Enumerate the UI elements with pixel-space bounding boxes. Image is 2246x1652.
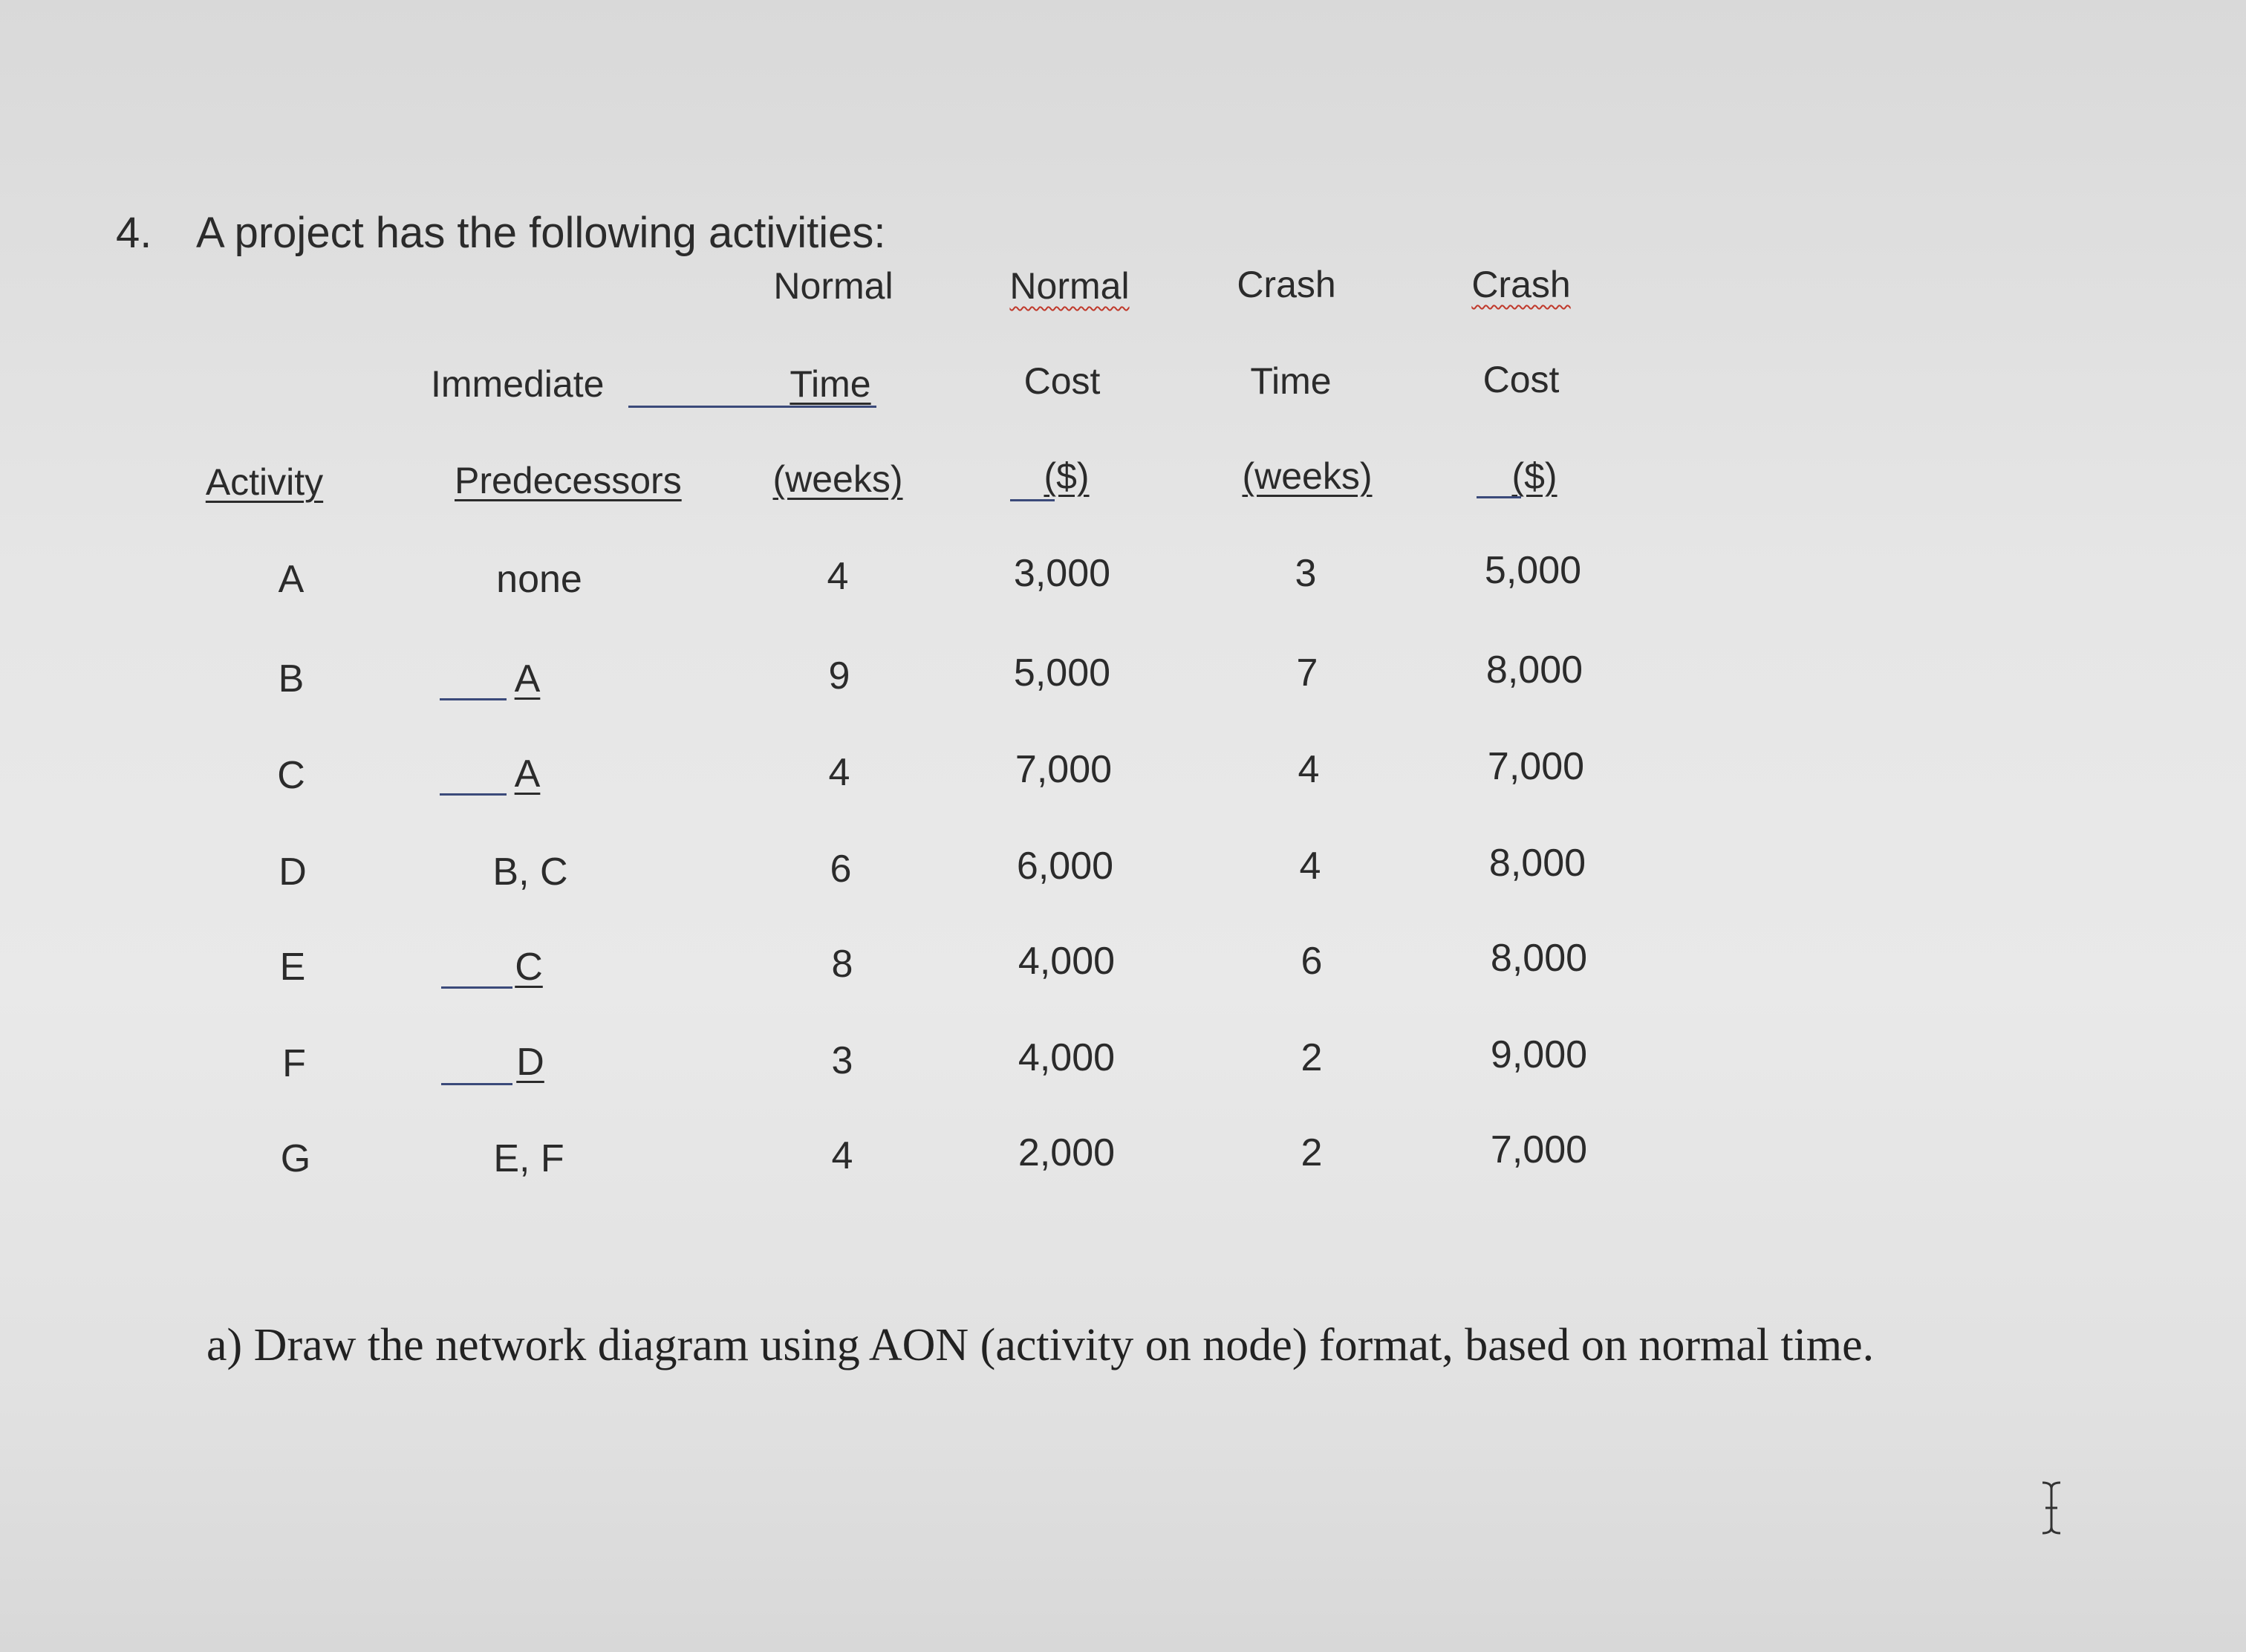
predecessors-cell: E, F [493, 1137, 564, 1180]
question-number: 4. [116, 209, 152, 257]
header-crash-time-2: Time [1250, 360, 1332, 402]
crash-time-cell: 2 [1301, 1131, 1323, 1174]
normal-cost-cell: 2,000 [1018, 1131, 1116, 1174]
normal-time-cell: 4 [828, 751, 850, 794]
activity-cell: D [279, 851, 307, 894]
header-immediate: Immediate [431, 363, 605, 405]
header-underline [628, 406, 876, 408]
header-normal-cost-3-text: ($) [1044, 455, 1090, 497]
crash-time-cell: 4 [1298, 748, 1320, 791]
normal-time-cell: 8 [831, 943, 853, 986]
activity-cell: E [279, 946, 306, 989]
question-intro: A project has the following activities: [196, 209, 886, 257]
header-normal-time-1: Normal [773, 265, 893, 307]
normal-cost-cell: 3,000 [1013, 552, 1111, 595]
header-normal-time-3-text: (weeks) [772, 458, 903, 500]
crash-cost-cell: 8,000 [1488, 842, 1586, 885]
predecessors-cell: none [496, 558, 582, 601]
crash-time-cell: 2 [1301, 1036, 1323, 1079]
header-crash-cost-2: Cost [1482, 359, 1560, 400]
predecessors-cell [434, 1040, 627, 1084]
predecessors-cell-text: A [514, 657, 541, 700]
predecessors-cell: B, C [492, 851, 568, 894]
crash-time-cell: 7 [1296, 651, 1318, 695]
crash-cost-cell: 7,000 [1487, 745, 1585, 788]
header-cost-underline-lead [1010, 499, 1055, 501]
activity-cell: F [282, 1042, 306, 1085]
header-activity [168, 461, 361, 504]
header-crash-time-3 [1211, 455, 1404, 498]
normal-cost-cell: 4,000 [1018, 940, 1116, 983]
header-normal-cost-3 [970, 455, 1163, 498]
predecessors-cell [431, 752, 624, 796]
normal-cost-cell: 5,000 [1013, 651, 1111, 695]
predecessors-cell [432, 945, 625, 989]
header-activity-text: Activity [205, 461, 324, 503]
crash-time-cell: 4 [1299, 845, 1321, 888]
header-crash-cost-3-text: ($) [1511, 455, 1557, 497]
crash-time-cell: 6 [1301, 940, 1323, 983]
predecessors-cell-text: D [516, 1041, 544, 1084]
predecessors-cell [431, 657, 624, 701]
activity-cell: B [278, 657, 305, 700]
header-normal-cost-1 [973, 264, 1166, 308]
header-crash-cost-underline-lead [1477, 496, 1521, 498]
crash-cost-cell: 9,000 [1490, 1033, 1588, 1076]
normal-cost-cell: 6,000 [1016, 845, 1114, 888]
normal-time-cell: 9 [828, 654, 850, 697]
normal-time-cell: 6 [830, 848, 852, 891]
normal-time-cell: 4 [827, 555, 849, 598]
header-normal-cost-1-text: Normal [1009, 265, 1130, 307]
normal-time-cell: 3 [831, 1039, 853, 1082]
header-predecessors [455, 459, 682, 502]
header-normal-time-2 [734, 362, 927, 406]
crash-time-cell: 3 [1295, 552, 1317, 595]
header-predecessors-text: Predecessors [455, 460, 682, 501]
header-crash-time-3-text: (weeks) [1242, 455, 1373, 497]
header-normal-time-2-text: Time [790, 363, 871, 405]
header-crash-cost-3 [1438, 455, 1631, 498]
crash-cost-cell: 7,000 [1490, 1128, 1588, 1171]
text-cursor-icon [2037, 1478, 2066, 1538]
normal-cost-cell: 7,000 [1015, 748, 1113, 791]
normal-cost-cell: 4,000 [1018, 1036, 1116, 1079]
activity-cell: G [280, 1137, 311, 1180]
header-crash-time-1: Crash [1237, 264, 1336, 305]
crash-cost-cell: 8,000 [1490, 937, 1588, 980]
predecessors-cell-text: A [514, 752, 541, 796]
crash-cost-cell: 8,000 [1485, 648, 1583, 692]
header-crash-cost-1-text: Crash [1471, 264, 1571, 305]
activity-cell: A [278, 558, 305, 601]
header-crash-cost-1 [1425, 263, 1618, 306]
normal-time-cell: 4 [831, 1134, 853, 1177]
crash-cost-cell: 5,000 [1484, 549, 1582, 592]
header-normal-time-3 [741, 458, 934, 501]
header-normal-cost-2: Cost [1023, 360, 1101, 402]
sub-question-a: a) Draw the network diagram using AON (activity on node) format, based on normal time. [206, 1320, 1875, 1370]
activity-cell: C [277, 754, 305, 797]
predecessors-cell-text: C [515, 946, 543, 989]
